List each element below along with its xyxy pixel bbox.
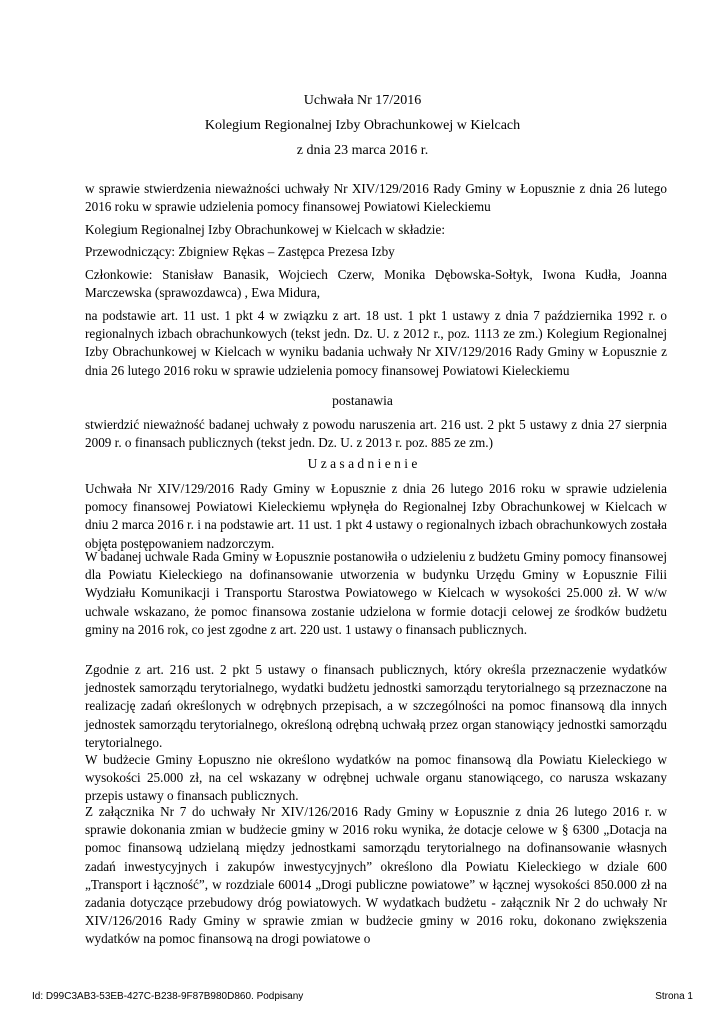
members-list: Członkowie: Stanisław Banasik, Wojciech Czerw, Monika Dębowska-Sołtyk, Iwona Kudła, Joanna Marczewska (sprawozdawca) , Ewa Midura,: [85, 267, 667, 301]
justification-paragraph-3: Zgodnie z art. 216 ust. 2 pkt 5 ustawy o finansach publicznych, który określa przeznaczenie wydatków jednostek samorządu terytorialnego, wydatki budżetu jednostki samorządu terytorialnego są przeznaczone na realizację zadań określonych w odrębnych przepisach, a w szczególności na pomoc finansową dla innych jednostek samorządu terytorialnego, określoną odrębną uchwałą przez organ stanowiący jednostki samorządu terytorialnego.: [85, 662, 667, 750]
justification-paragraph-4: W budżecie Gminy Łopuszno nie określono wydatków na pomoc finansową dla Powiatu Kieleckiego w wysokości 25.000 zł, na cel wskazany w odrębnej uchwale organu stanowiącego, co narusza wskazany przepis ustawy o finansach publicznych.: [85, 752, 667, 804]
legal-basis: na podstawie art. 11 ust. 1 pkt 4 w związku z art. 18 ust. 1 pkt 1 ustawy z dnia 7 października 1992 r. o regionalnych izbach obrachunkowych (tekst jedn. Dz. U. z 2012 r., poz. 1113 ze zm.) Kolegium Regionalnej Izby Obrachunkowej w Kielcach w wyniku badania uchwały Nr XIV/129/2016 Rady Gminy w Łopusznie z dnia 26 lutego 2016 roku w sprawie udzielenia pomocy finansowej Powiatowi Kieleckiemu: [85, 308, 667, 378]
justification-paragraph-5: Z załącznika Nr 7 do uchwały Nr XIV/126/2016 Rady Gminy w Łopusznie z dnia 26 lutego 2016 r. w sprawie dokonania zmian w budżecie gminy w 2016 roku wynika, że dotacje celowe w § 6300 „Dotacja na pomoc finansową udzielaną między jednostkami samorządu terytorialnego na dofinansowanie własnych zadań inwestycyjnych i zakupów inwestycyjnych” określono dla Powiatu Kieleckiego w dziale 600 „Transport i łączność”, w rozdziale 60014 „Drogi publiczne powiatowe” w łącznej wysokości 850.000 zł na zadania dotyczące przebudowy dróg powiatowych. W wydatkach budżetu - załącznik Nr 2 do uchwały Nr XIV/126/2016 Rady Gminy w sprawie zmian w budżecie gminy w 2016 roku, dokonano zwiększenia wydatków na pomoc finansową na drogi powiatowe o: [85, 804, 667, 947]
chairperson: Przewodniczący: Zbigniew Rękas – Zastępca Prezesa Izby: [85, 244, 395, 259]
decision-text: stwierdzić nieważność badanej uchwały z powodu naruszenia art. 216 ust. 2 pkt 5 ustawy z dnia 27 sierpnia 2009 r. o finansach publicznych (tekst jedn. Dz. U. z 2013 r. poz. 885 ze zm.): [85, 417, 667, 451]
page-number: Strona 1: [655, 991, 693, 1002]
issuing-body: Kolegium Regionalnej Izby Obrachunkowej w Kielcach: [204, 118, 521, 133]
justification-heading: U z a s a d n i e n i e: [307, 456, 418, 471]
composition-intro: Kolegium Regionalnej Izby Obrachunkowej w Kielcach w składzie:: [85, 222, 445, 237]
resolution-number: Uchwała Nr 17/2016: [303, 93, 422, 108]
justification-paragraph-2: W badanej uchwale Rada Gminy w Łopusznie postanowiła o udzieleniu z budżetu Gminy pomocy finansowej dla Powiatu Kieleckiego na dofinansowanie utworzenia w budynku Urzędu Gminy w Łopusznie Filii Wydziału Komunikacji i Transportu Starostwa Powiatowego w Kielcach w wysokości 25.000 zł. W w/w uchwale wskazano, że pomoc finansowa zostanie udzielona w formie dotacji celowej ze środków budżetu gminy na 2016 rok, co jest zgodne z art. 220 ust. 1 ustawy o finansach publicznych.: [85, 549, 667, 637]
resolution-date: z dnia 23 marca 2016 r.: [296, 143, 429, 158]
justification-paragraph-1: Uchwała Nr XIV/129/2016 Rady Gminy w Łopusznie z dnia 26 lutego 2016 roku w sprawie udzielenia pomocy finansowej Powiatowi Kieleckiemu wpłynęła do Regionalnej Izby Obrachunkowej w Kielcach w dniu 2 marca 2016 r. i na podstawie art. 11 ust. 1 pkt 4 ustawy o regionalnych izbach obrachunkowych została objęta postępowaniem nadzorczym.: [85, 481, 667, 551]
decision-heading: postanawia: [332, 393, 393, 408]
document-id: Id: D99C3AB3-53EB-427C-B238-9F87B980D860. Podpisany: [32, 991, 304, 1002]
resolution-subject: w sprawie stwierdzenia nieważności uchwały Nr XIV/129/2016 Rady Gminy w Łopusznie z dnia 26 lutego 2016 roku w sprawie udzielenia pomocy finansowej Powiatowi Kieleckiemu: [85, 181, 667, 215]
